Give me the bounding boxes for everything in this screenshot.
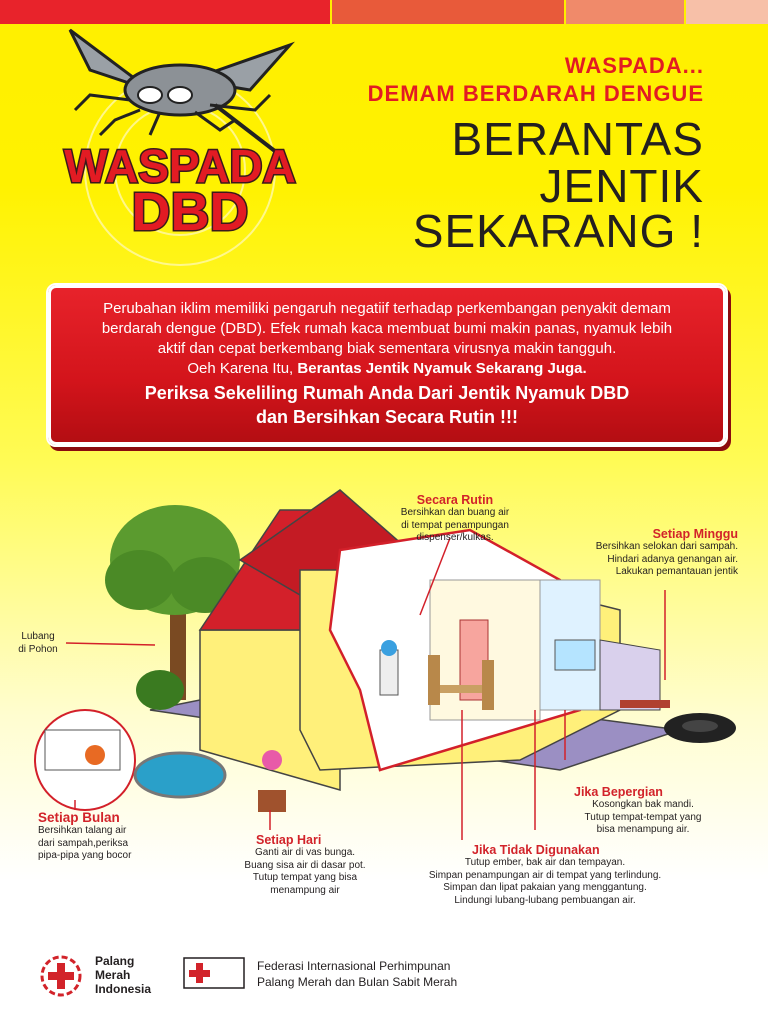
setiap-minggu-title: Setiap Minggu bbox=[652, 527, 738, 541]
pmi-cross-icon bbox=[40, 955, 82, 997]
secara-rutin-l3: dispenser/kulkas. bbox=[416, 532, 494, 543]
heading-sekarang: SEKARANG ! bbox=[412, 205, 704, 257]
setiap-minggu-l2: Hindari adanya genangan air. bbox=[607, 553, 738, 565]
ifrc-emblem-icon bbox=[183, 957, 245, 989]
secara-rutin-l1: Bersihkan dan buang air bbox=[400, 507, 510, 518]
ifrc-line-1: Federasi Internasional Perhimpunan bbox=[257, 959, 451, 973]
heading-demam: DEMAM BERDARAH DENGUE bbox=[367, 81, 704, 106]
secara-rutin-title: Secara Rutin bbox=[416, 493, 494, 507]
call-line-2: dan Bersihkan Secara Rutin !!! bbox=[255, 407, 519, 427]
label-setiap-bulan bbox=[38, 810, 178, 863]
jika-tidak-title: Jika Tidak Digunakan bbox=[472, 843, 600, 857]
jika-tidak-l1: Tutup ember, bak air dan tempayan. bbox=[464, 857, 626, 868]
top-bar-pink bbox=[686, 0, 768, 24]
call-line-1: Periksa Sekeliling Rumah Anda Dari Jentik Nyamuk DBD bbox=[144, 383, 630, 403]
setiap-bulan-title: Setiap Bulan bbox=[38, 810, 120, 825]
mosquito-logo bbox=[30, 20, 330, 270]
top-bar-orange bbox=[332, 0, 564, 24]
label-setiap-hari bbox=[230, 833, 380, 897]
intro-box bbox=[46, 283, 728, 447]
setiap-hari-l1: Ganti air di vas bunga. bbox=[254, 847, 356, 858]
ifrc-name bbox=[257, 958, 457, 990]
intro-line-3: aktif dan cepat berkembang biak sementara virusnya makin tangguh. bbox=[157, 340, 617, 357]
setiap-bulan-l2: dari sampah,periksa bbox=[38, 837, 129, 849]
intro-line-4-prefix: Oeh Karena Itu, bbox=[187, 360, 298, 377]
setiap-hari-l4: menampung air bbox=[270, 884, 340, 896]
heading-jentik: JENTIK bbox=[539, 160, 704, 212]
setiap-minggu-l1: Bersihkan selokan dari sampah. bbox=[595, 541, 738, 552]
setiap-hari-title: Setiap Hari bbox=[256, 833, 322, 847]
pmi-line-1: Palang bbox=[95, 954, 135, 968]
lubang-line-2: di Pohon bbox=[18, 643, 58, 655]
logo-word-dbd: DBD bbox=[131, 182, 249, 242]
label-jika-bepergian bbox=[558, 785, 728, 837]
setiap-bulan-l3: pipa-pipa yang bocor bbox=[38, 850, 132, 861]
jika-tidak-l4: Lindungi lubang-lubang pembuangan air. bbox=[454, 894, 636, 906]
logo-word-waspada: WASPADA bbox=[64, 140, 296, 192]
pmi-line-3: Indonesia bbox=[95, 982, 152, 996]
setiap-hari-l2: Buang sisa air di dasar pot. bbox=[244, 859, 366, 871]
jika-bepergian-title: Jika Bepergian bbox=[574, 785, 663, 799]
setiap-bulan-l1: Bersihkan talang air bbox=[38, 825, 127, 836]
jika-tidak-l2: Simpan penampungan air di tempat yang terlindung. bbox=[428, 869, 662, 881]
label-setiap-minggu bbox=[558, 527, 738, 579]
jika-bepergian-l1: Kosongkan bak mandi. bbox=[592, 799, 694, 810]
top-bar-salmon bbox=[566, 0, 684, 24]
label-lubang bbox=[14, 631, 62, 656]
pmi-name bbox=[95, 954, 151, 996]
heading-waspada: WASPADA... bbox=[564, 53, 704, 78]
intro-line-4 bbox=[48, 359, 726, 379]
ifrc-line-2: Palang Merah dan Bulan Sabit Merah bbox=[257, 975, 458, 989]
secara-rutin-l2: di tempat penampungan bbox=[401, 519, 509, 531]
intro-line-2: berdarah dengue (DBD). Efek rumah kaca membuat bumi makin panas, nyamuk lebih bbox=[101, 320, 673, 337]
jika-bepergian-l2: Tutup tempat-tempat yang bbox=[584, 811, 702, 823]
heading-berantas: BERANTAS bbox=[451, 113, 704, 165]
jika-tidak-l3: Simpan dan lipat pakaian yang menggantung. bbox=[443, 882, 647, 893]
setiap-hari-l3: Tutup tempat yang bisa bbox=[252, 872, 358, 883]
setiap-minggu-l3: Lakukan pemantauan jentik bbox=[615, 566, 738, 577]
intro-line-1: Perubahan iklim memiliki pengaruh negatiif terhadap perkembangan penyakit demam bbox=[103, 300, 671, 317]
pmi-line-2: Merah bbox=[95, 968, 131, 982]
intro-line-4-bold: Berantas Jentik Nyamuk Sekarang Juga. bbox=[297, 360, 587, 377]
lubang-line-1: Lubang bbox=[21, 631, 55, 642]
label-secara-rutin bbox=[380, 493, 530, 545]
label-jika-tidak-digunakan bbox=[400, 843, 690, 907]
jika-bepergian-l3: bisa menampung air. bbox=[596, 824, 690, 835]
